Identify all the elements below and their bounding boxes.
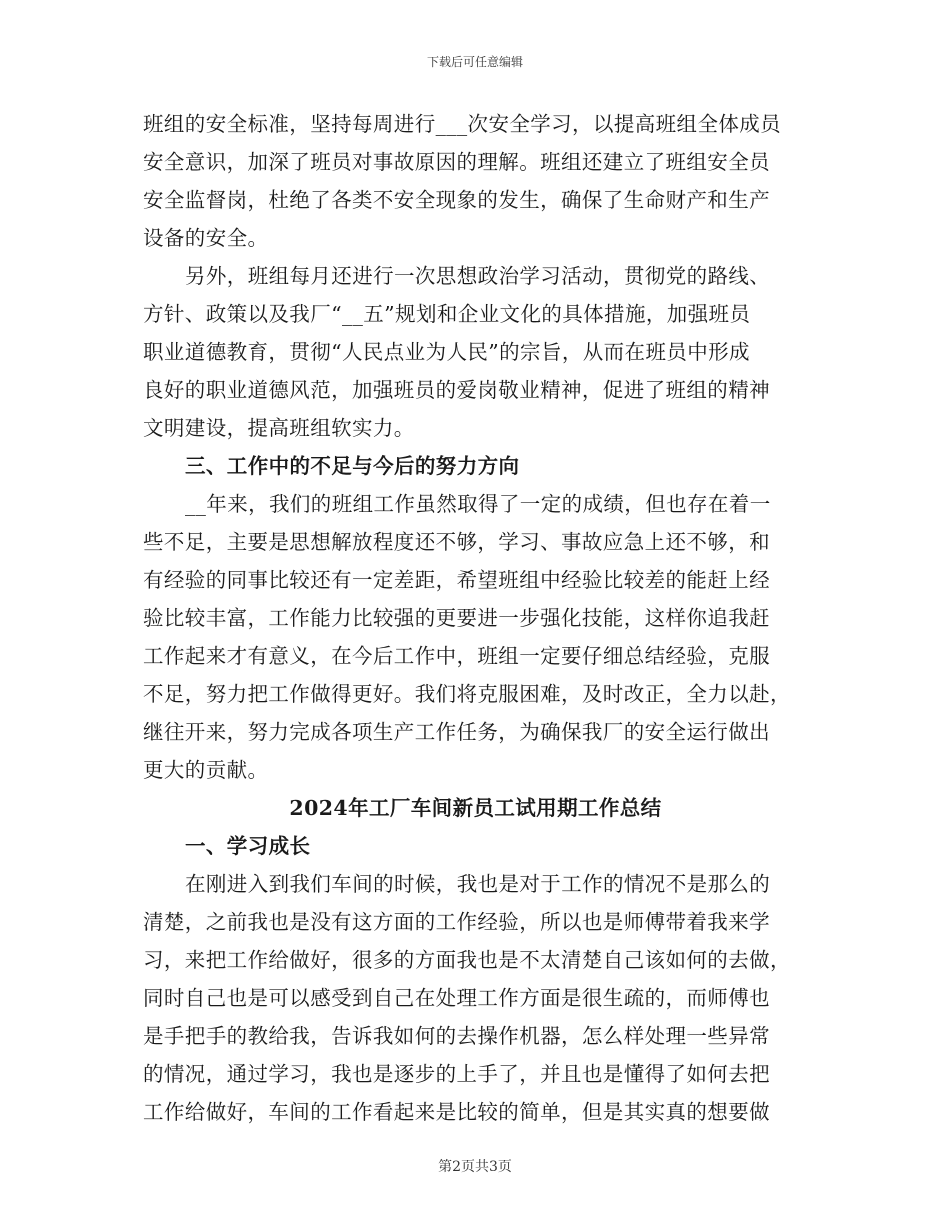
section-heading: 一、学习成长 [185, 834, 311, 858]
page-number: 第2页共3页 [438, 1159, 512, 1175]
paragraph-line: 更大的贡献。 [143, 758, 269, 782]
paragraph-line: 有经验的同事比较还有一定差距，希望班组中经验比较差的能赶上经 [143, 568, 770, 592]
paragraph-line: 同时自己也是可以感受到自己在处理工作方面是很生疏的，而师傅也 [143, 986, 770, 1010]
paragraph-line: 安全监督岗，杜绝了各类不安全现象的发生，确保了生命财产和生产 [143, 188, 770, 212]
paragraph-line: 清楚，之前我也是没有这方面的工作经验，所以也是师傅带着我来学 [143, 910, 770, 934]
paragraph-line: 是手把手的教给我，告诉我如何的去操作机器，怎么样处理一些异常 [143, 1024, 770, 1048]
paragraph-line: 职业道德教育，贯彻“人民点业为人民”的宗旨，从而在班员中形成 [143, 340, 750, 364]
paragraph-line: 良好的职业道德风范，加强班员的爱岗敬业精神，促进了班组的精神 [143, 378, 770, 402]
paragraph-line: 继往开来，努力完成各项生产工作任务，为确保我厂的安全运行做出 [143, 720, 770, 744]
paragraph-line: 班组的安全标准，坚持每周进行___次安全学习，以提高班组全体成员 [143, 112, 782, 136]
paragraph-line: 另外，班组每月还进行一次思想政治学习活动，贯彻党的路线、 [185, 264, 771, 288]
paragraph-line: 验比较丰富，工作能力比较强的更要进一步强化技能，这样你追我赶 [143, 606, 770, 630]
paragraph-line: 不足，努力把工作做得更好。我们将克服困难，及时改正，全力以赴， [143, 682, 791, 706]
paragraph-line: 设备的安全。 [143, 226, 269, 250]
paragraph-line: 工作给做好，车间的工作看起来是比较的简单，但是其实真的想要做 [143, 1100, 770, 1124]
paragraph-line: 方针、政策以及我厂“__五”规划和企业文化的具体措施，加强班员 [143, 302, 751, 326]
paragraph-line: 文明建设，提高班组软实力。 [143, 416, 415, 440]
paragraph-line: 工作起来才有意义，在今后工作中，班组一定要仔细总结经验，克服 [143, 644, 770, 668]
paragraph-line: 安全意识，加深了班员对事故原因的理解。班组还建立了班组安全员 [143, 150, 770, 174]
document-body [143, 105, 808, 1131]
paragraph-line: 些不足，主要是思想解放程度还不够，学习、事故应急上还不够，和 [143, 530, 770, 554]
paragraph-line: 的情况，通过学习，我也是逐步的上手了，并且也是懂得了如何去把 [143, 1062, 770, 1086]
document-title: 2024年工厂车间新员工试用期工作总结 [289, 796, 662, 820]
paragraph-line: __年来，我们的班组工作虽然取得了一定的成绩，但也存在着一 [185, 492, 771, 516]
page-header: 下载后可任意编辑 [426, 55, 523, 69]
paragraph-line: 在刚进入到我们车间的时候，我也是对于工作的情况不是那么的 [185, 872, 771, 896]
paragraph-line: 习，来把工作给做好，很多的方面我也是不太清楚自己该如何的去做， [143, 948, 791, 972]
section-heading: 三、工作中的不足与今后的努力方向 [185, 454, 520, 478]
